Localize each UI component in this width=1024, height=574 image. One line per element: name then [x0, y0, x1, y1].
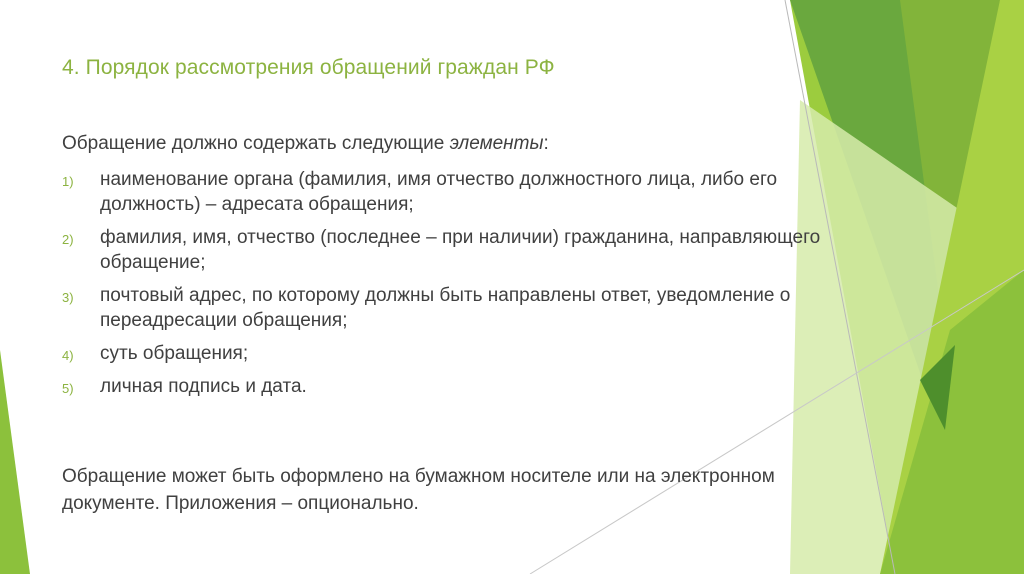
list-item-number: 3)	[62, 290, 74, 305]
list-item-text: личная подпись и дата.	[100, 376, 307, 397]
list-item-text: наименование органа (фамилия, имя отчество должностного лица, либо его должность) – адресата обращения;	[100, 169, 778, 215]
list-item	[62, 283, 852, 333]
list-item-text: почтовый адрес, по которому должны быть направлены ответ, уведомление о переадресации обращения;	[100, 285, 791, 331]
intro-suffix: :	[543, 133, 549, 154]
elements-list	[62, 167, 852, 407]
list-item-text: фамилия, имя, отчество (последнее – при наличии) гражданина, направляющего обращение;	[100, 227, 821, 273]
intro-prefix: Обращение должно содержать следующие	[62, 133, 450, 154]
list-item-number: 4)	[62, 348, 74, 363]
slide-title: 4. Порядок рассмотрения обращений граждан РФ	[62, 56, 555, 79]
list-item-number: 5)	[62, 381, 74, 396]
list-item-text: суть обращения;	[100, 343, 249, 364]
footer-text: Обращение может быть оформлено на бумажном носителе или на электронном документе. Приложения – опционально.	[62, 466, 775, 514]
list-item-number: 1)	[62, 174, 74, 189]
intro-emphasis: элементы	[449, 133, 544, 154]
list-item-number: 2)	[62, 232, 74, 247]
intro-text	[62, 133, 549, 155]
list-item	[62, 374, 852, 399]
list-item	[62, 341, 852, 366]
list-item	[62, 225, 852, 275]
left-green-sliver	[0, 350, 30, 574]
list-item	[62, 167, 852, 217]
